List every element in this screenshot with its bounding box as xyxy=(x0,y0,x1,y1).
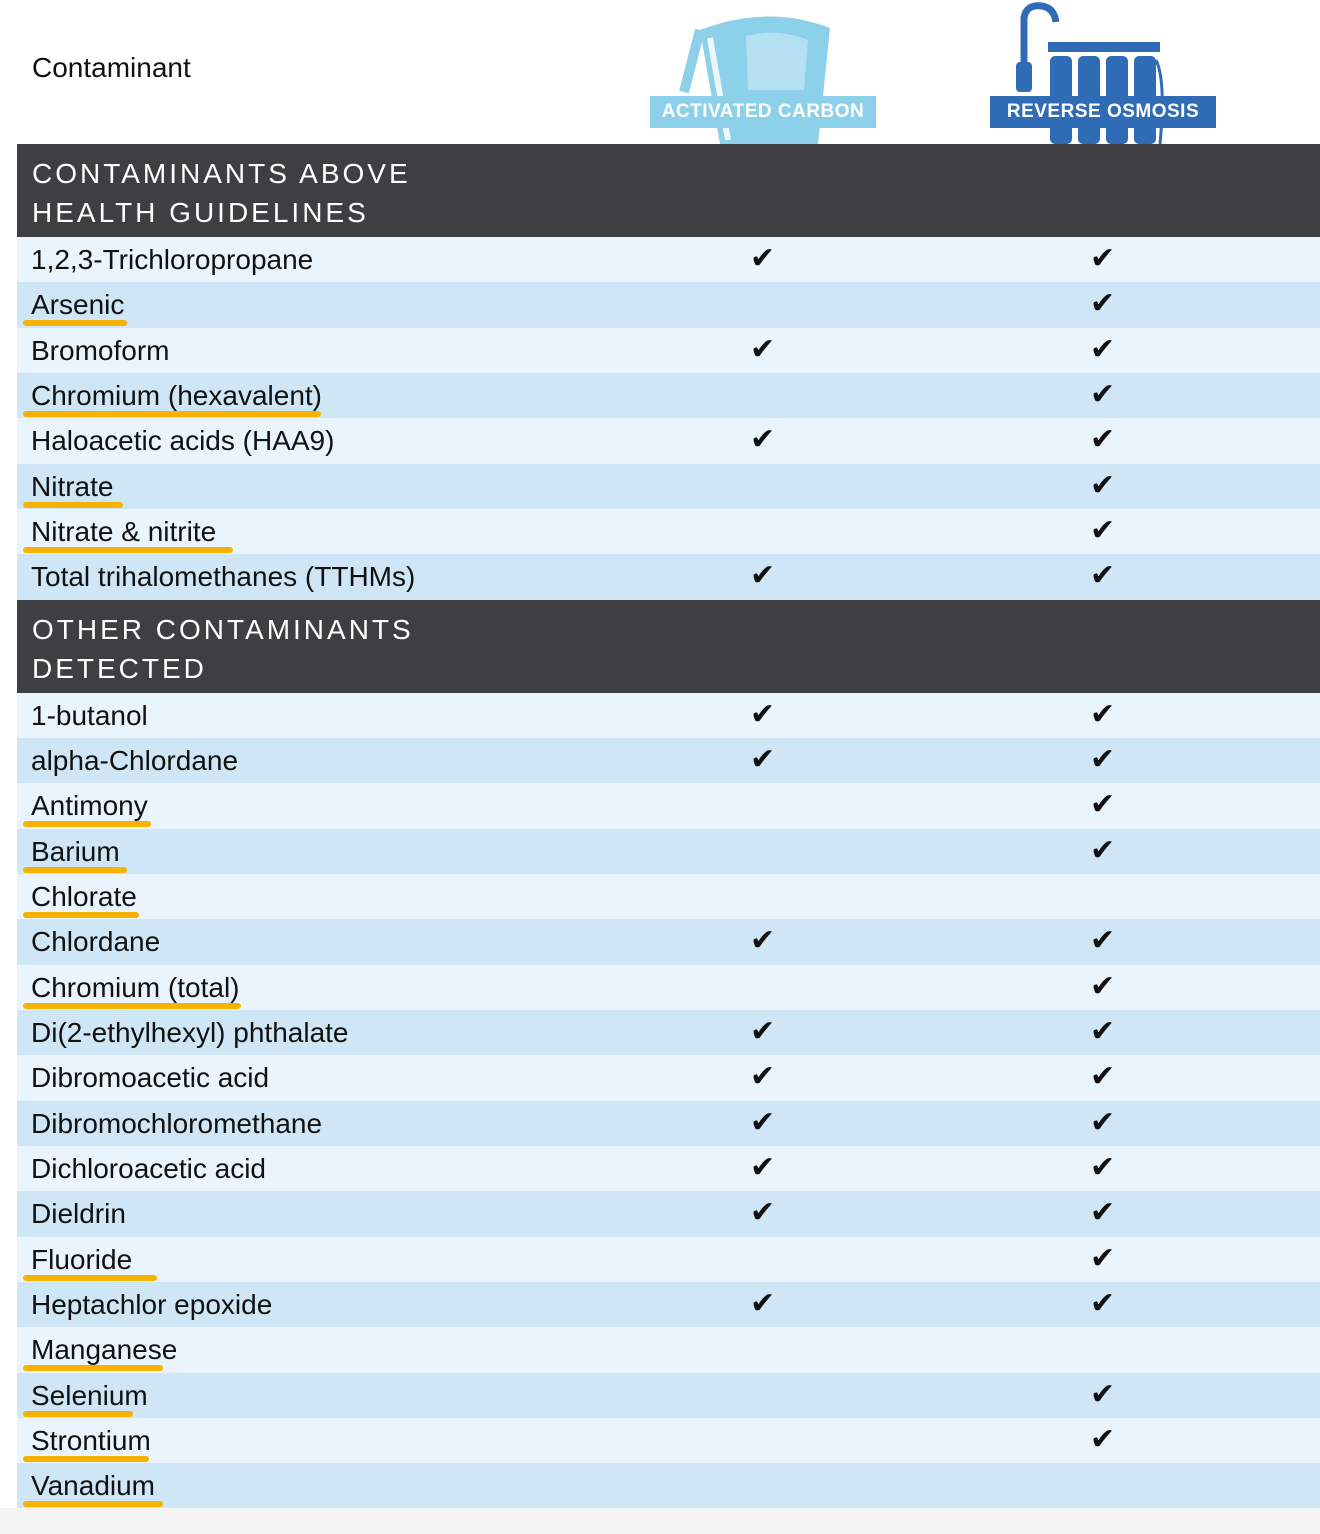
activated-carbon-check-icon: ✔ xyxy=(750,696,776,732)
contaminant-filter-table xyxy=(17,144,1320,1509)
activated-carbon-check-icon: ✔ xyxy=(750,1195,776,1231)
contaminant-name: Antimony xyxy=(31,790,148,822)
page-bottom-edge xyxy=(0,1508,1320,1534)
reverse-osmosis-check-icon: ✔ xyxy=(1090,1195,1116,1231)
reverse-osmosis-check-icon: ✔ xyxy=(1090,467,1116,503)
table-row xyxy=(17,282,1320,327)
reverse-osmosis-check-icon: ✔ xyxy=(1090,1376,1116,1412)
contaminant-name: 1-butanol xyxy=(31,699,148,731)
table-row xyxy=(17,1463,1320,1508)
table-row xyxy=(17,693,1320,738)
contaminant-name: Dibromoacetic acid xyxy=(31,1062,270,1094)
section-title-line: HEALTH GUIDELINES xyxy=(32,197,369,228)
table-row xyxy=(17,1373,1320,1418)
table-row xyxy=(17,554,1320,599)
reverse-osmosis-column-header xyxy=(984,0,1224,144)
activated-carbon-check-icon: ✔ xyxy=(750,1149,776,1185)
table-row xyxy=(17,237,1320,282)
reverse-osmosis-label: REVERSE OSMOSIS xyxy=(990,96,1216,128)
table-row xyxy=(17,1055,1320,1100)
reverse-osmosis-check-icon: ✔ xyxy=(1090,376,1116,412)
contaminant-name: Barium xyxy=(31,835,120,867)
table-row xyxy=(17,328,1320,373)
activated-carbon-check-icon: ✔ xyxy=(750,741,776,777)
activated-carbon-check-icon: ✔ xyxy=(750,1285,776,1321)
activated-carbon-check-icon: ✔ xyxy=(750,1013,776,1049)
reverse-osmosis-check-icon: ✔ xyxy=(1090,696,1116,732)
contaminant-name: Chromium (hexavalent) xyxy=(31,379,322,411)
activated-carbon-column-header xyxy=(648,0,888,144)
reverse-osmosis-check-icon: ✔ xyxy=(1090,787,1116,823)
activated-carbon-check-icon: ✔ xyxy=(750,1059,776,1095)
contaminant-name: Dibromochloromethane xyxy=(31,1107,323,1139)
reverse-osmosis-check-icon: ✔ xyxy=(1090,286,1116,322)
contaminant-name: Bromoform xyxy=(31,334,170,366)
contaminant-name: Chlorate xyxy=(31,880,137,912)
activated-carbon-check-icon: ✔ xyxy=(750,923,776,959)
table-row xyxy=(17,1237,1320,1282)
contaminant-name: Total trihalomethanes (TTHMs) xyxy=(31,561,416,593)
reverse-osmosis-check-icon: ✔ xyxy=(1090,832,1116,868)
table-row xyxy=(17,738,1320,783)
reverse-osmosis-check-icon: ✔ xyxy=(1090,1104,1116,1140)
contaminant-name: Nitrate xyxy=(31,470,114,502)
contaminant-name: Strontium xyxy=(31,1424,151,1456)
contaminant-name: Haloacetic acids (HAA9) xyxy=(31,425,335,457)
table-row xyxy=(17,919,1320,964)
activated-carbon-check-icon: ✔ xyxy=(750,331,776,367)
activated-carbon-check-icon: ✔ xyxy=(750,558,776,594)
table-row xyxy=(17,965,1320,1010)
contaminant-name: 1,2,3-Trichloropropane xyxy=(31,244,314,275)
contaminant-name: Nitrate & nitrite xyxy=(31,515,217,547)
table-row xyxy=(17,874,1320,919)
activated-carbon-label: ACTIVATED CARBON xyxy=(650,96,876,128)
activated-carbon-check-icon: ✔ xyxy=(750,422,776,458)
reverse-osmosis-check-icon: ✔ xyxy=(1090,1285,1116,1321)
reverse-osmosis-check-icon: ✔ xyxy=(1090,1421,1116,1457)
table-row xyxy=(17,1282,1320,1327)
contaminant-name: Dieldrin xyxy=(31,1198,126,1230)
contaminant-name: Vanadium xyxy=(31,1470,156,1502)
reverse-osmosis-check-icon: ✔ xyxy=(1090,1149,1116,1185)
reverse-osmosis-check-icon: ✔ xyxy=(1090,422,1116,458)
reverse-osmosis-check-icon: ✔ xyxy=(1090,558,1116,594)
reverse-osmosis-check-icon: ✔ xyxy=(1090,1059,1116,1095)
section-title-line: OTHER CONTAMINANTS xyxy=(32,613,414,645)
contaminant-name: alpha-Chlordane xyxy=(31,744,239,776)
contaminant-name: Manganese xyxy=(31,1334,178,1366)
contaminant-name: Di(2-ethylhexyl) phthalate xyxy=(31,1016,349,1048)
table-row xyxy=(17,464,1320,509)
table-row xyxy=(17,1191,1320,1236)
reverse-osmosis-check-icon: ✔ xyxy=(1090,331,1116,367)
section-title-line: CONTAMINANTS ABOVE xyxy=(32,158,411,189)
contaminant-name: Dichloroacetic acid xyxy=(31,1152,266,1184)
reverse-osmosis-check-icon: ✔ xyxy=(1090,1013,1116,1049)
table-row xyxy=(17,373,1320,418)
section-title-line: DETECTED xyxy=(32,652,207,684)
table-row xyxy=(17,829,1320,874)
table-row xyxy=(17,1146,1320,1191)
contaminant-name: Arsenic xyxy=(31,289,125,321)
reverse-osmosis-check-icon: ✔ xyxy=(1090,741,1116,777)
table-row xyxy=(17,783,1320,828)
contaminant-name: Selenium xyxy=(31,1379,148,1411)
contaminant-column-title: Contaminant xyxy=(32,52,191,83)
reverse-osmosis-check-icon: ✔ xyxy=(1090,1240,1116,1276)
contaminant-name: Chlordane xyxy=(31,926,161,958)
table-row xyxy=(17,418,1320,463)
table-row xyxy=(17,1418,1320,1463)
reverse-osmosis-check-icon: ✔ xyxy=(1090,512,1116,548)
reverse-osmosis-check-icon: ✔ xyxy=(1090,968,1116,1004)
activated-carbon-check-icon: ✔ xyxy=(750,1104,776,1140)
reverse-osmosis-check-icon: ✔ xyxy=(1090,241,1116,276)
table-row xyxy=(17,1101,1320,1146)
section-header xyxy=(17,600,1320,693)
reverse-osmosis-check-icon: ✔ xyxy=(1090,923,1116,959)
contaminant-name: Fluoride xyxy=(31,1243,133,1275)
contaminant-name: Heptachlor epoxide xyxy=(31,1288,273,1320)
table-row xyxy=(17,1010,1320,1055)
table-header xyxy=(0,0,1320,144)
section-header xyxy=(17,144,1320,237)
activated-carbon-check-icon: ✔ xyxy=(750,241,776,276)
table-row xyxy=(17,509,1320,554)
table-row xyxy=(17,1327,1320,1372)
contaminant-name: Chromium (total) xyxy=(31,971,240,1003)
